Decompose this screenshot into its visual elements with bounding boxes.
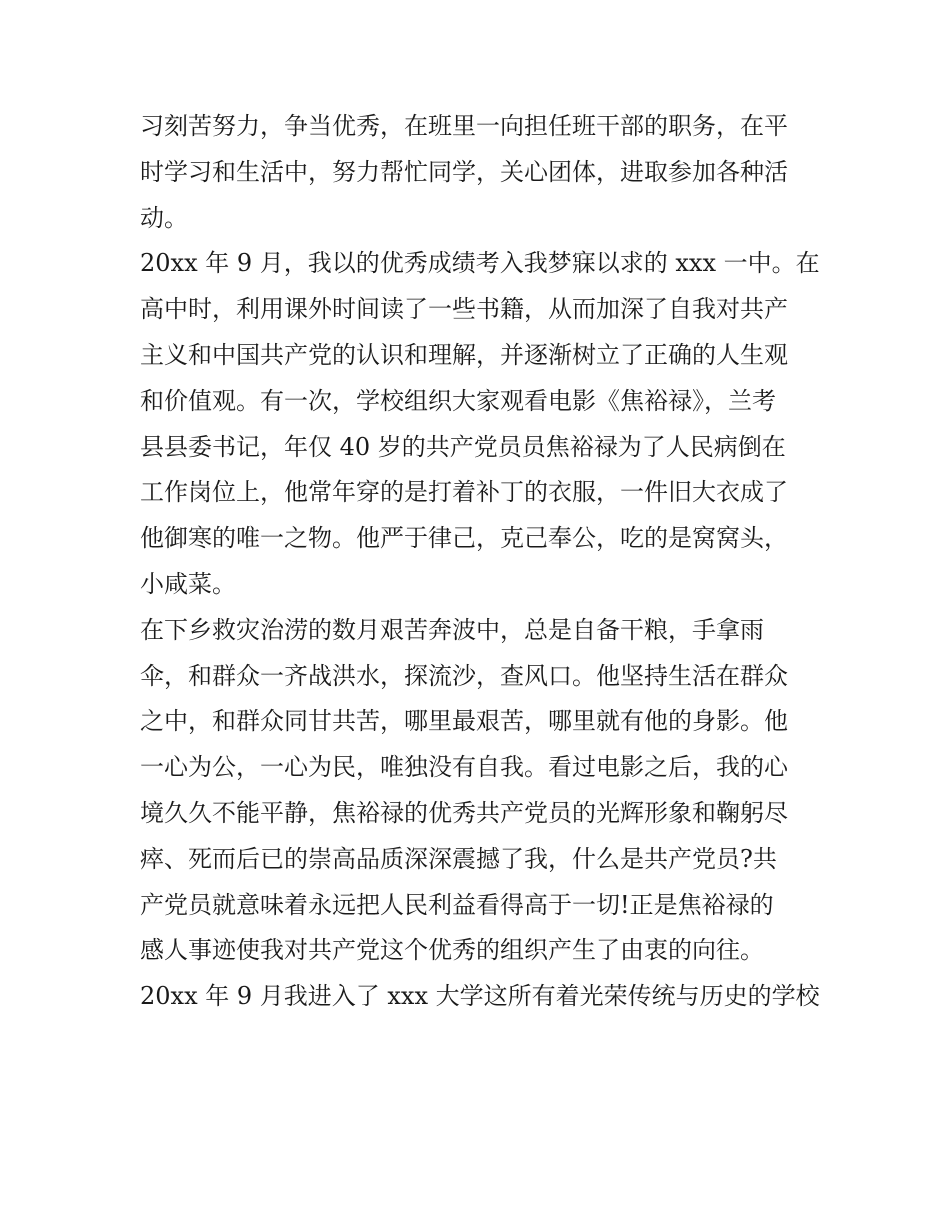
text-line: 一心为公，一心为民，唯独没有自我。看过电影之后，我的心 — [140, 753, 788, 782]
text-line: 20xx 年 9 月，我以的优秀成绩考入我梦寐以求的 xxx 一中。在 — [140, 249, 820, 278]
text-line: 他御寒的唯一之物。他严于律己，克己奉公，吃的是窝窝头， — [140, 524, 788, 553]
text-line: 之中，和群众同甘共苦，哪里最艰苦，哪里就有他的身影。他 — [140, 707, 788, 736]
text-line: 产党员就意味着永远把人民利益看得高于一切!正是焦裕禄的 — [140, 890, 774, 919]
text-line: 工作岗位上，他常年穿的是打着补丁的衣服，一件旧大衣成了 — [140, 478, 788, 507]
text-line: 小咸菜。 — [140, 569, 236, 598]
text-line: 伞，和群众一齐战洪水，探流沙，查风口。他坚持生活在群众 — [140, 661, 788, 690]
document-body-text — [140, 104, 820, 1020]
text-line: 瘁、死而后已的崇高品质深深震撼了我，什么是共产党员?共 — [140, 844, 777, 873]
text-line: 和价值观。有一次，学校组织大家观看电影《焦裕禄》，兰考 — [140, 386, 776, 415]
text-line: 时学习和生活中，努力帮忙同学，关心团体，进取参加各种活 — [140, 157, 788, 186]
text-line: 感人事迹使我对共产党这个优秀的组织产生了由衷的向往。 — [140, 936, 764, 965]
text-line: 动。 — [140, 203, 188, 232]
text-line: 县县委书记，年仅 40 岁的共产党员员焦裕禄为了人民病倒在 — [140, 432, 786, 461]
text-line: 高中时，利用课外时间读了一些书籍，从而加深了自我对共产 — [140, 295, 788, 324]
text-line: 主义和中国共产党的认识和理解，并逐渐树立了正确的人生观 — [140, 340, 788, 369]
text-line: 在下乡救灾治涝的数月艰苦奔波中，总是自备干粮，手拿雨 — [140, 615, 764, 644]
text-line: 习刻苦努力，争当优秀，在班里一向担任班干部的职务，在平 — [140, 112, 788, 140]
text-line: 境久久不能平静，焦裕禄的优秀共产党员的光辉形象和鞠躬尽 — [140, 798, 788, 827]
text-line: 20xx 年 9 月我进入了 xxx 大学这所有着光荣传统与历史的学校 — [140, 982, 820, 1011]
